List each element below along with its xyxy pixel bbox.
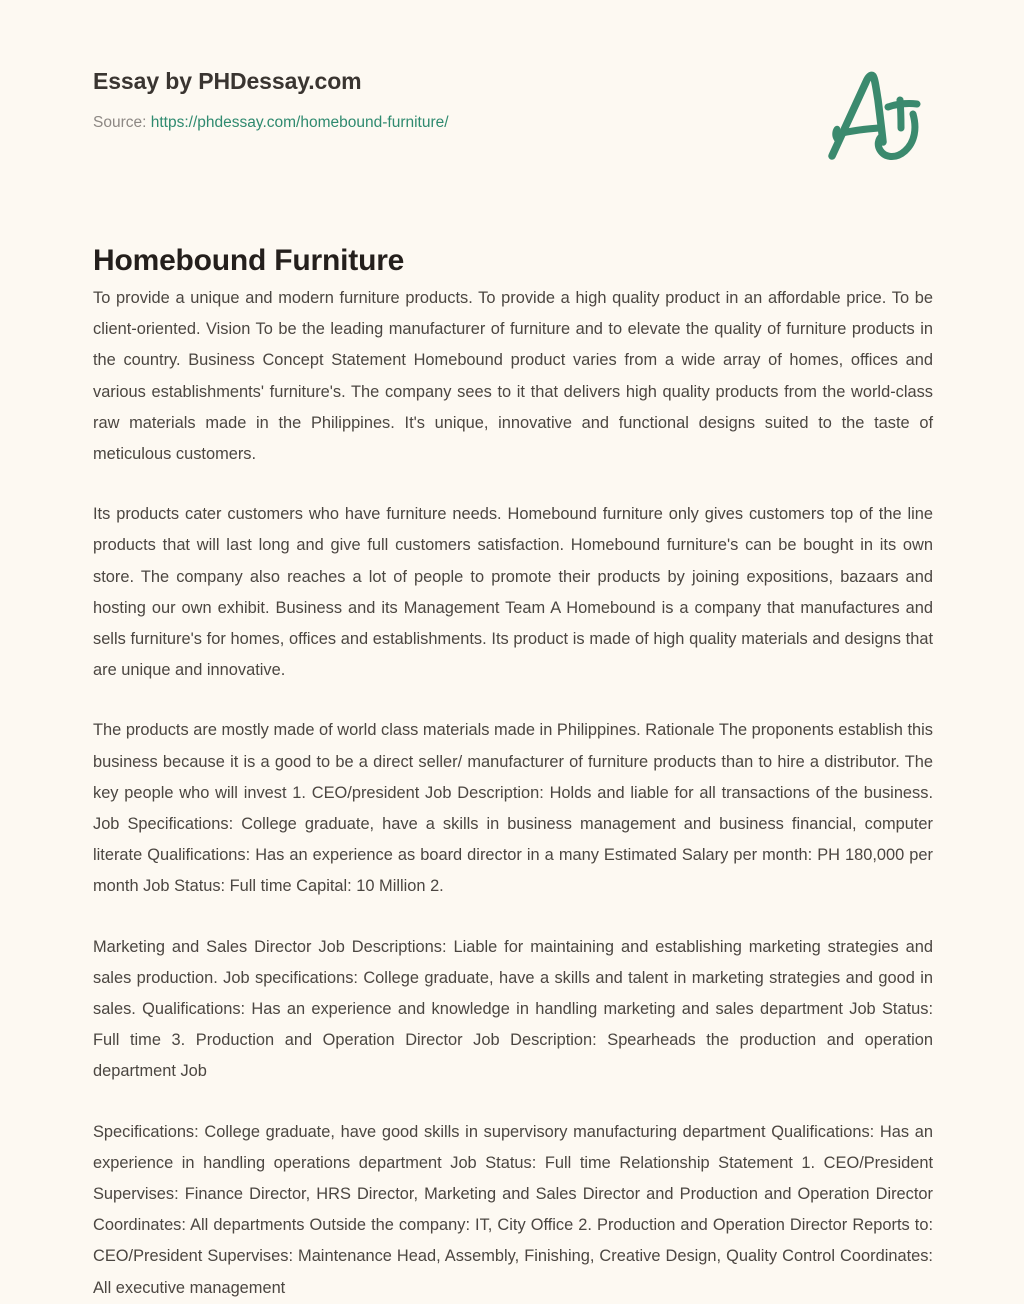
brand-title: Essay by PHDessay.com <box>93 68 362 94</box>
page-title: Homebound Furniture <box>93 244 405 278</box>
source-url-link[interactable]: https://phdessay.com/homebound-furniture/ <box>150 114 449 131</box>
body-paragraph: Specifications: College graduate, have good skills in supervisory manufacturing department Qualifications: Has an experience in handling operations department Job Status: Full time Relationship Statement 1. CEO/President Supervises: Finance Director, HRS Director, Marketing and Sales Director and Production and Operation Director Coordinates: All departments Outside the company: IT, City Office 2. Production and Operation Director Reports to: CEO/President Supervises: Maintenance Head, Assembly, Finishing, Creative Design, Quality Control Coordinates: All executive management <box>93 1122 933 1297</box>
a-plus-grade-logo-icon <box>800 58 940 168</box>
body-paragraph: Marketing and Sales Director Job Descriptions: Liable for maintaining and establishing marketing strategies and sales production. Job specifications: College graduate, have a skills and talent in marketing strategies and good in sales. Qualifications: Has an experience and knowledge in handling marketing and sales department Job Status: Full time 3. Production and Operation Director Job Description: Spearheads the production and operation department Job <box>93 937 933 1081</box>
body-paragraph: The products are mostly made of world class materials made in Philippines. Rationale The proponents establish this business because it is a good to be a direct seller/ manufacturer of furniture products than to hire a distributor. The key people who will invest 1. CEO/president Job Description: Holds and liable for all transactions of the business. Job Specifications: College graduate, have a skills in business management and business financial, computer literate Qualifications: Has an experience as board director in a many Estimated Salary per month: PH 180,000 per month Job Status: Full time Capital: 10 Million 2. <box>93 721 933 896</box>
body-paragraph: Its products cater customers who have furniture needs. Homebound furniture only gives customers top of the line products that will last long and give full customers satisfaction. Homebound furniture's can be bought in its own store. The company also reaches a lot of people to promote their products by joining expositions, bazaars and hosting our own exhibit. Business and its Management Team A Homebound is a company that manufactures and sells furniture's for homes, offices and establishments. Its product is made of high quality materials and designs that are unique and innovative. <box>93 505 933 680</box>
essay-body <box>93 283 933 1304</box>
source-label: Source: <box>93 114 147 131</box>
body-paragraph: To provide a unique and modern furniture products. To provide a high quality product in an affordable price. To be client-oriented. Vision To be the leading manufacturer of furniture and to elevate the quality of furniture products in the country. Business Concept Statement Homebound product varies from a wide array of homes, offices and various establishments' furniture's. The company sees to it that delivers high quality products from the world-class raw materials made in the Philippines. It's unique, innovative and functional designs suited to the taste of meticulous customers. <box>93 289 933 464</box>
